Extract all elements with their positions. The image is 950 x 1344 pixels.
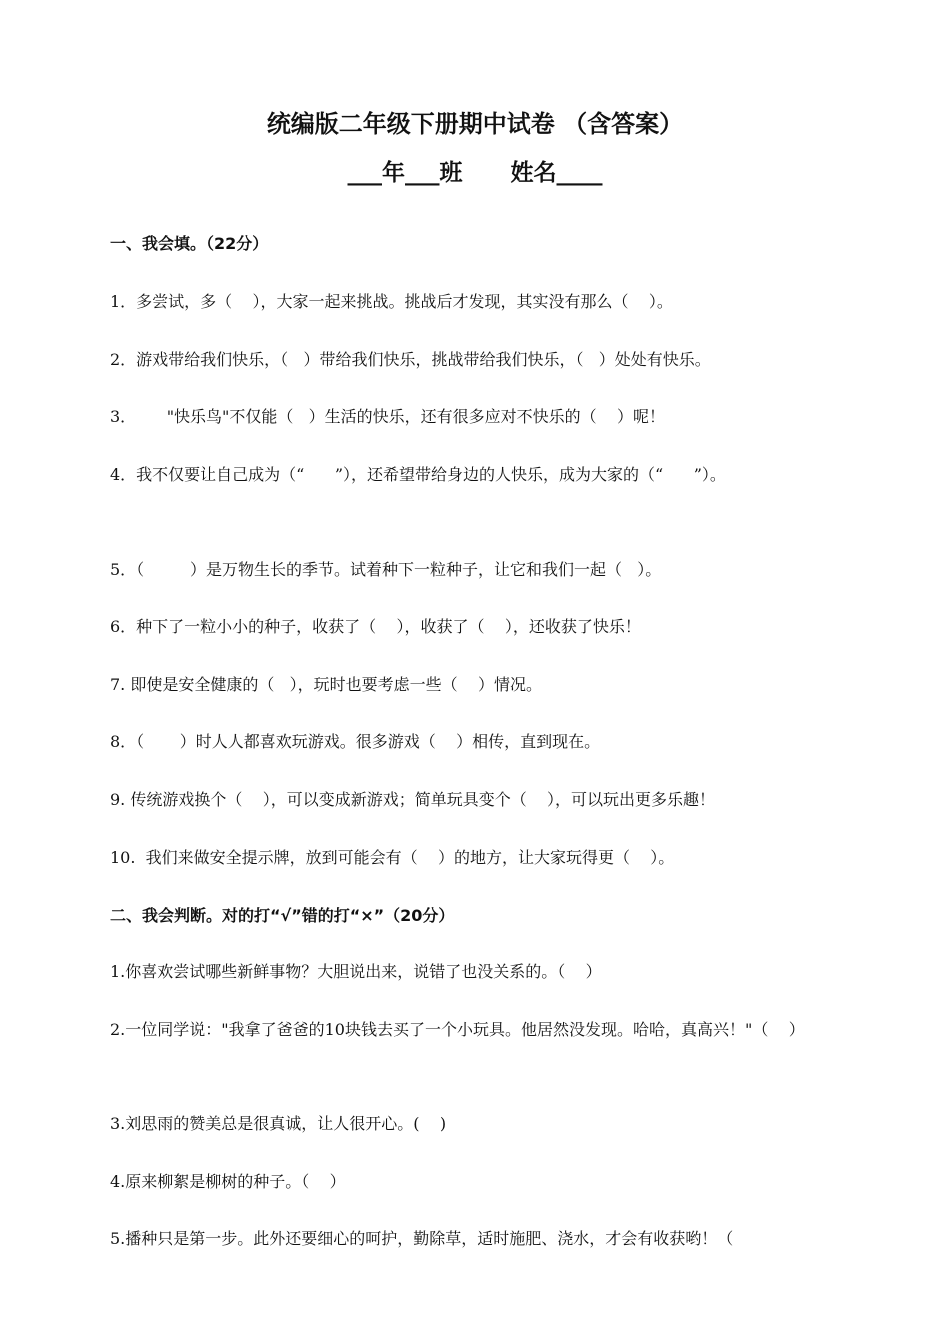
question-item: 5．（ ）是万物生长的季节。试着种下一粒种子，让它和我们一起（ ）。 (110, 560, 662, 579)
question-item: 3． "快乐鸟"不仅能（ ）生活的快乐，还有很多应对不快乐的（ ）呢！ (110, 407, 666, 426)
question-item: 1．多尝试，多（ ），大家一起来挑战。挑战后才发现，其实没有那么（ ）。 (110, 292, 673, 311)
question-item: 7. 即使是安全健康的（ ），玩时也要考虑一些（ ）情况。 (110, 675, 542, 694)
question-item: 1.你喜欢尝试哪些新鲜事物？大胆说出来，说错了也没关系的。（ ） (110, 962, 602, 981)
student-info-line: ___年___班 姓名____ (347, 160, 603, 186)
question-item: 8．（ ）时人人都喜欢玩游戏。很多游戏（ ）相传，直到现在。 (110, 732, 601, 751)
section-heading-fill-in: 一、我会填。（22分） (110, 234, 269, 253)
question-item: 10. 我们来做安全提示牌，放到可能会有（ ）的地方，让大家玩得更（ ）。 (110, 848, 675, 867)
question-item: 9. 传统游戏换个（ ），可以变成新游戏；简单玩具变个（ ），可以玩出更多乐趣！ (110, 790, 716, 809)
question-item: 3.刘思雨的赞美总是很真诚，让人很开心。( ) (110, 1114, 447, 1133)
section-heading-true-false: 二、我会判断。对的打“√”错的打“×”（20分） (110, 906, 455, 925)
page-title: 统编版二年级下册期中试卷 （含答案） (266, 110, 684, 138)
question-item: 5.播种只是第一步。此外还要细心的呵护，勤除草，适时施肥、浇水，才会有收获哟！（ (110, 1229, 734, 1248)
question-item: 2．游戏带给我们快乐，（ ）带给我们快乐，挑战带给我们快乐，（ ）处处有快乐。 (110, 350, 711, 369)
question-item: 6．种下了一粒小小的种子，收获了（ ），收获了（ ），还收获了快乐！ (110, 617, 641, 636)
question-item: 4.原来柳絮是柳树的种子。（ ） (110, 1172, 346, 1191)
question-item: 2.一位同学说："我拿了爸爸的10块钱去买了一个小玩具。他居然没发现。哈哈，真高兴！"（ ） (110, 1020, 805, 1039)
question-item: 4．我不仅要让自己成为（“ ”），还希望带给身边的人快乐，成为大家的（“ ”）。 (110, 465, 726, 484)
